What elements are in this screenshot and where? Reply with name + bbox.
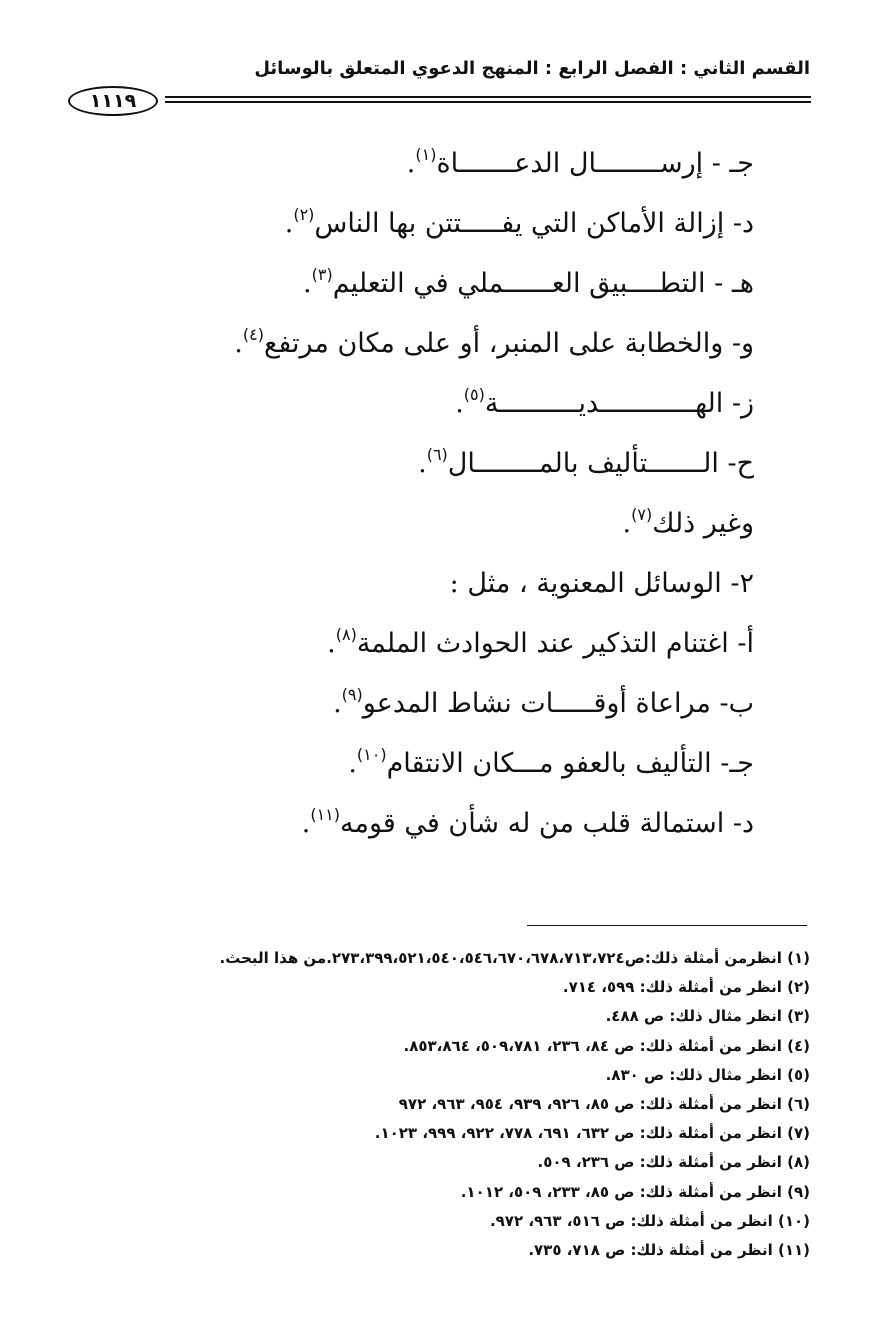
- line-end: .: [622, 508, 632, 539]
- footnote-ref: (١٠): [356, 745, 387, 764]
- line-text: د- إزالة الأماكن التي يفـــــتتن بها الناس: [314, 208, 754, 239]
- line-text: د- استمالة قلب من له شأن في قومه: [340, 808, 754, 839]
- line-end: .: [284, 208, 294, 239]
- footnote: (٣) انظر مثال ذلك: ص ٤٨٨.: [605, 1007, 810, 1026]
- footnote-ref: (١١): [310, 805, 340, 824]
- line-end: .: [455, 388, 464, 419]
- line-text: أ- اغتنام التذكير عند الحوادث الملمة: [356, 628, 754, 659]
- footnote-ref: (١): [415, 145, 437, 164]
- footnote: (٦) انظر من أمثلة ذلك: ص ٨٥، ٩٢٦، ٩٣٩، ٩٥٤، ٩٦٣، ٩٧٢: [398, 1094, 810, 1113]
- list-item: [134, 200, 754, 260]
- line-text: هـ - التطــــبيق العــــــملي في التعليم: [332, 268, 754, 299]
- list-item: [134, 500, 754, 560]
- page-number: ١١١٩: [68, 86, 158, 116]
- footnotes: [70, 944, 810, 1265]
- footnote: (٩) انظر من أمثلة ذلك: ص ٨٥، ٢٣٣، ٥٠٩، ١٠١٢.: [460, 1182, 810, 1201]
- line-text: ز- الهــــــــــــديــــــــــة: [484, 388, 754, 419]
- line-end: .: [348, 748, 357, 779]
- list-item: [134, 680, 754, 740]
- list-item: [134, 740, 754, 800]
- footnote-ref: (٤): [242, 325, 264, 344]
- footnote-ref: (٢): [293, 205, 315, 224]
- line-end: .: [301, 808, 311, 839]
- footnote-ref: (٦): [426, 445, 448, 464]
- footnote-ref: (٧): [631, 505, 653, 524]
- footnote: (١) انظرمن أمثلة ذلك:ص٢٧٣،٣٩٩،٥٢١،٥٤٠،٥٤٦،٦٧٠،٦٧٨،٧١٣،٧٢٤.من هذا البحث.: [219, 949, 810, 967]
- line-text: جـ- التأليف بالعفو مـــكان الانتقام: [386, 748, 754, 779]
- footnote-ref: (٩): [341, 685, 363, 704]
- list-item: [134, 620, 754, 680]
- footnote: (٧) انظر من أمثلة ذلك: ص ٦٣٢، ٦٩١، ٧٧٨، ٩٢٢، ٩٩٩، ١٠٢٣.: [374, 1124, 810, 1143]
- footnote-separator: [527, 925, 807, 926]
- footnote: (١١) انظر من أمثلة ذلك: ص ٧١٨، ٧٣٥.: [528, 1240, 810, 1259]
- footnote: (٢) انظر من أمثلة ذلك: ٥٩٩، ٧١٤.: [562, 978, 810, 997]
- line-end: .: [234, 328, 243, 359]
- section-heading: [134, 560, 754, 620]
- footnote: (٤) انظر من أمثلة ذلك: ص ٨٤، ٢٣٦، ٥٠٩،٧٨١، ٨٥٣،٨٦٤.: [403, 1036, 810, 1055]
- header-title: القسم الثاني : الفصل الرابع : المنهج الدعوي المتعلق بالوسائل: [254, 58, 810, 79]
- footnote: (٨) انظر من أمثلة ذلك: ص ٢٣٦، ٥٠٩.: [537, 1153, 810, 1172]
- header-rule: [165, 96, 811, 103]
- footnote: (١٠) انظر من أمثلة ذلك: ص ٥١٦، ٩٦٣، ٩٧٢.: [489, 1211, 810, 1230]
- list-item: [134, 440, 754, 500]
- list-item: [134, 260, 754, 320]
- line-text: و- والخطابة على المنبر، أو على مكان مرتفع: [263, 328, 754, 359]
- list-item: [134, 140, 754, 200]
- list-item: [134, 320, 754, 380]
- line-text: وغير ذلك: [652, 508, 754, 539]
- line-text: جـ - إرســــــــال الدعـــــــاة: [436, 148, 754, 179]
- footnote: (٥) انظر مثال ذلك: ص ٨٣٠.: [605, 1065, 810, 1084]
- line-end: .: [406, 148, 416, 179]
- footnote-ref: (٣): [311, 265, 333, 284]
- list-item: [134, 800, 754, 860]
- line-end: .: [303, 268, 312, 299]
- line-end: .: [327, 628, 336, 659]
- line-text: ح- الـــــــتأليف بالمــــــــال: [447, 448, 754, 479]
- line-end: .: [418, 448, 427, 479]
- list-item: [134, 380, 754, 440]
- footnote-ref: (٨): [335, 625, 357, 644]
- footnote-ref: (٥): [463, 385, 485, 404]
- line-end: .: [333, 688, 342, 719]
- main-text: [134, 140, 754, 860]
- line-text: ٢- الوسائل المعنوية ، مثل :: [449, 568, 754, 599]
- line-text: ب- مراعاة أوقـــــات نشاط المدعو: [362, 688, 754, 719]
